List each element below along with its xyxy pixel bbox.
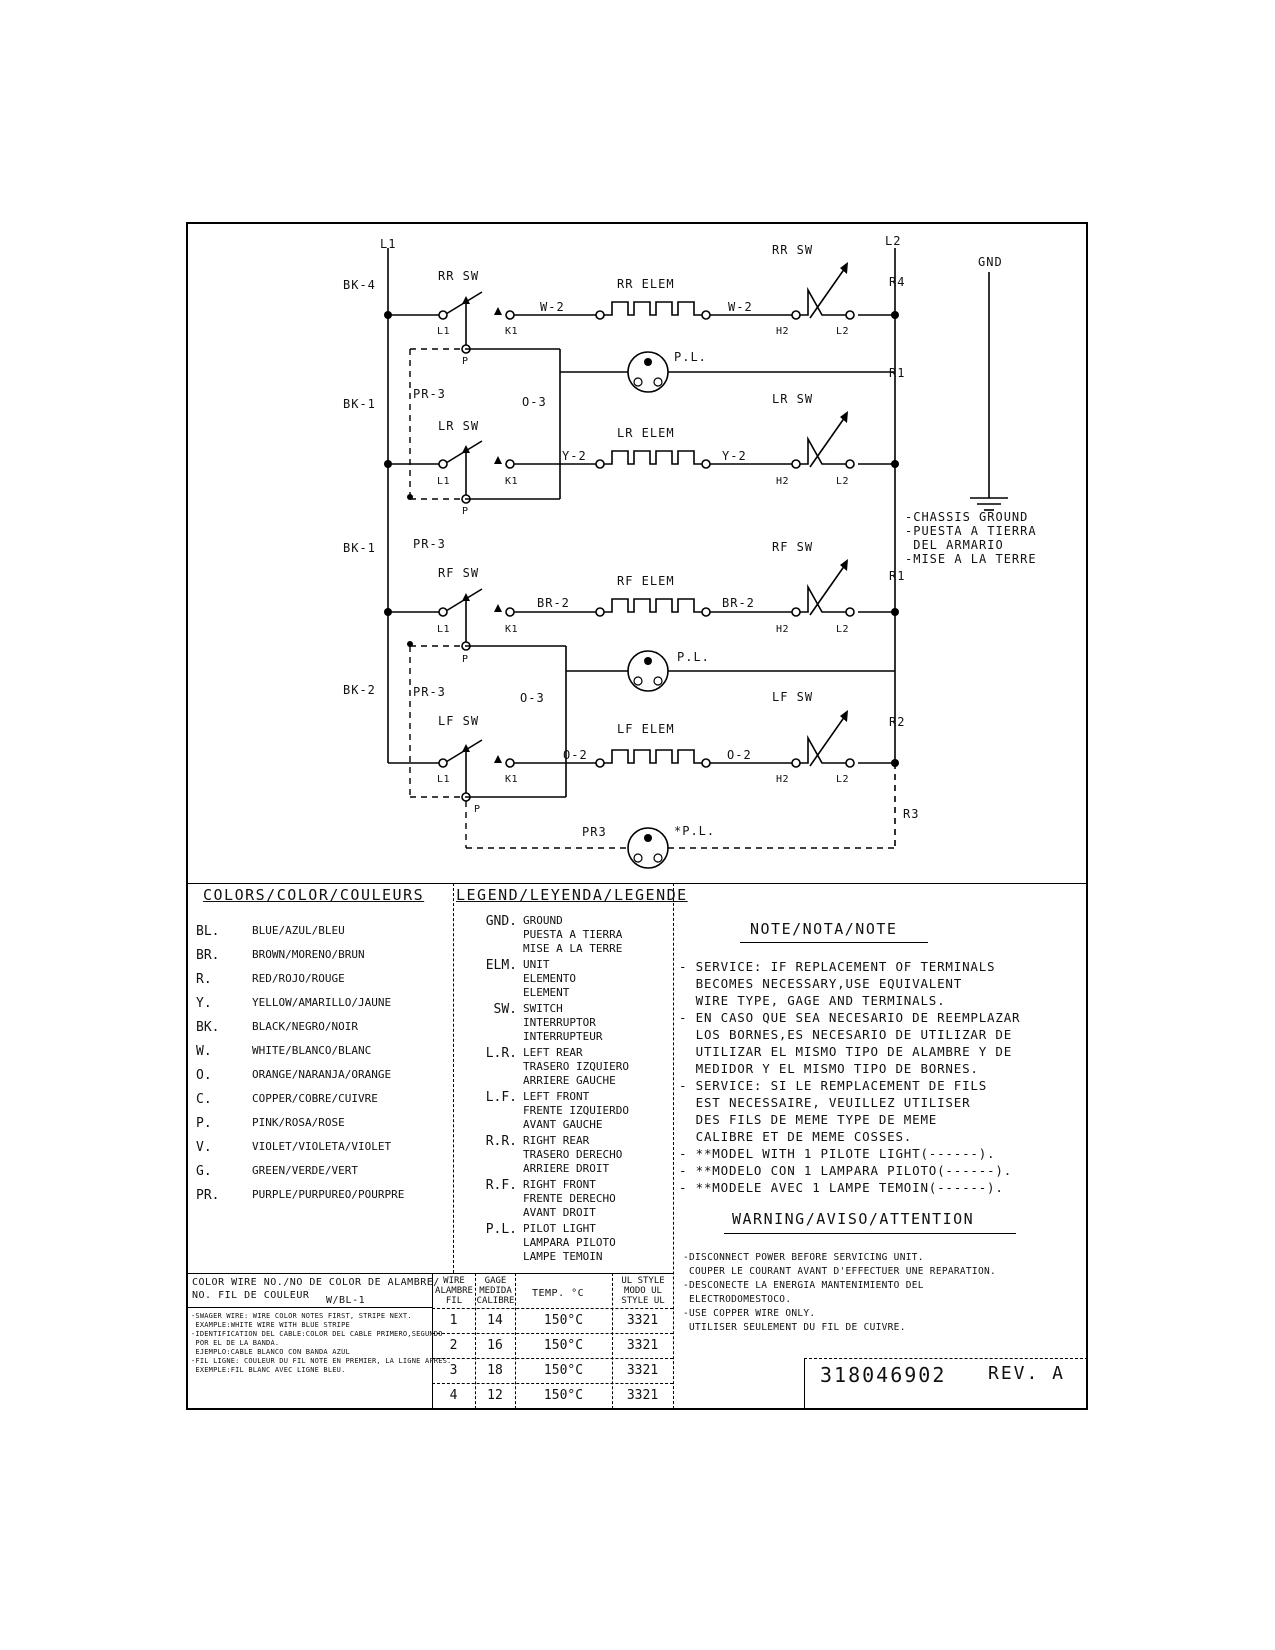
term-l1: L1 [437, 774, 451, 785]
wire-table-header-temp: TEMP. °C [532, 1288, 585, 1299]
legend-item: P.L. PILOT LIGHT LAMPARA PILOTO LAMPE TEMOIN [485, 1222, 616, 1263]
note-heading: NOTE/NOTA/NOTE [750, 920, 898, 938]
color-row: R. RED/ROJO/ROUGE [196, 972, 345, 987]
wire-pr3c: PR-3 [413, 685, 446, 699]
color-row: P. PINK/ROSA/ROSE [196, 1116, 345, 1131]
wire-bk1b: BK-1 [343, 541, 376, 555]
legend-heading: LEGEND/LEYENDA/LEGENDE [456, 886, 688, 904]
color-row: V. VIOLET/VIOLETA/VIOLET [196, 1140, 392, 1155]
rung-rr-wire-right: W-2 [728, 300, 753, 314]
wire-table-header-ul: UL STYLE MODO UL STYLE UL [621, 1276, 665, 1306]
part-number: 318046902 [820, 1363, 947, 1387]
table-row: 1 14 150°C 3321 [449, 1313, 659, 1328]
term-p: P [474, 804, 481, 815]
legend-item: R.R. RIGHT REAR TRASERO DERECHO ARRIERE DROIT [485, 1134, 623, 1175]
term-l2: L2 [836, 476, 850, 487]
wire-o3a: O-3 [522, 395, 547, 409]
resistor-r3: R3 [903, 807, 920, 821]
color-row: C. COPPER/COBRE/CUIVRE [196, 1092, 378, 1107]
pilot-light-3-label: *P.L. [674, 824, 716, 838]
table-row: 4 12 150°C 3321 [449, 1388, 659, 1403]
term-l1: L1 [437, 476, 451, 487]
l1-label: L1 [380, 237, 397, 251]
rung-rr-wire-left: W-2 [540, 300, 565, 314]
term-l1: L1 [437, 326, 451, 337]
section-divider [186, 883, 1088, 884]
wire-bk1a: BK-1 [343, 397, 376, 411]
wire-table-header-gage: GAGE MEDIDA CALIBRE [476, 1276, 515, 1306]
term-p: P [462, 654, 469, 665]
wire-table-notes: -SWAGER WIRE: WIRE COLOR NOTES FIRST, STRIPE NEXT. EXAMPLE:WHITE WIRE WITH BLUE STRIPE -IDENTIFICATION DEL CABLE:COLOR DEL CABLE PRIMERO,SEGUNDO POR EL DE LA BANDA. EJEMPLO:CABLE BLANCO CON BANDA AZUL -FIL LIGNE: COULEUR DU FIL NOTE EN PREMIER, LA LIGNE APRES. EXEMPLE:FIL BLANC AVEC LIGNE BLEU. [191, 1312, 452, 1374]
term-l2: L2 [836, 326, 850, 337]
wire-table-rows [432, 1308, 673, 1408]
wire-pr3a: PR-3 [413, 387, 446, 401]
part-box-left [804, 1358, 805, 1410]
term-p: P [462, 506, 469, 517]
term-k1: K1 [505, 476, 519, 487]
wire-table-top [186, 1273, 673, 1274]
legend-item: L.F. LEFT FRONT FRENTE IZQUIERDO AVANT GAUCHE [485, 1090, 629, 1131]
rung-lr-element-label: LR ELEM [617, 426, 675, 440]
color-row: O. ORANGE/NARANJA/ORANGE [196, 1068, 392, 1083]
rung-lr-wire-right: Y-2 [722, 449, 747, 463]
wire-table-title-2: NO. FIL DE COULEUR [192, 1290, 310, 1301]
rung-rr-switch-label: RR SW [438, 269, 480, 283]
table-row: 2 16 150°C 3321 [449, 1338, 659, 1353]
color-row: G. GREEN/VERDE/VERT [196, 1164, 358, 1179]
color-row: PR. PURPLE/PURPUREO/POURPRE [196, 1188, 405, 1203]
color-row: W. WHITE/BLANCO/BLANC [196, 1044, 372, 1059]
term-h2: H2 [776, 774, 790, 785]
rung-rr-element-label: RR ELEM [617, 277, 675, 291]
wire-pr3d: PR3 [582, 825, 607, 839]
wire-table-header-wire: WIRE ALAMBRE FIL [435, 1276, 473, 1306]
rung-lr-switch-label: LR SW [438, 419, 480, 433]
rung-lf-wire-right: O-2 [727, 748, 752, 762]
note-heading-underline [740, 942, 928, 943]
wire-table-example: W/BL-1 [326, 1295, 366, 1306]
color-row: BK. BLACK/NEGRO/NOIR [196, 1020, 358, 1035]
term-k1: K1 [505, 624, 519, 635]
rung-lr-wire-left: Y-2 [562, 449, 587, 463]
wire-table-title-1: COLOR WIRE NO./NO DE COLOR DE ALAMBRE/ [192, 1277, 440, 1288]
legend-item: GND. GROUND PUESTA A TIERRA MISE A LA TERRE [485, 914, 623, 955]
wire-bk2: BK-2 [343, 683, 376, 697]
wire-table-rule [186, 1307, 432, 1308]
rung-rf-right-switch-label: RF SW [772, 540, 814, 554]
table-row: 3 18 150°C 3321 [449, 1363, 659, 1378]
legend-item: ELM. UNIT ELEMENTO ELEMENT [485, 958, 576, 999]
wire-bk4: BK-4 [343, 278, 376, 292]
pilot-light-2-label: P.L. [677, 650, 710, 664]
warning-text: -DISCONNECT POWER BEFORE SERVICING UNIT. COUPER LE COURANT AVANT D'EFFECTUER UNE REPARATION. -DESCONECTE LA ENERGIA MANTENIMIENTO DEL ELECTRODOMESTOCO. -USE COPPER WIRE ONLY. UTILISER SEULEMENT DU FIL DE CUIVRE. [683, 1252, 997, 1333]
rung-lf-element-label: LF ELEM [617, 722, 675, 736]
part-box-top [804, 1358, 1088, 1359]
term-p: P [462, 356, 469, 367]
rung-rf-resistor: R1 [889, 569, 906, 583]
rung-rf-wire-right: BR-2 [722, 596, 755, 610]
rung-rr-right-switch-label: RR SW [772, 243, 814, 257]
term-l2: L2 [836, 624, 850, 635]
rung-lf-switch-label: LF SW [438, 714, 480, 728]
term-l1: L1 [437, 624, 451, 635]
term-h2: H2 [776, 624, 790, 635]
l2-label: L2 [885, 234, 902, 248]
note-text: - SERVICE: IF REPLACEMENT OF TERMINALS BECOMES NECESSARY,USE EQUIVALENT WIRE TYPE, GAGE AND TERMINALS. - EN CASO QUE SEA NECESARIO DE REEMPLAZAR LOS BORNES,ES NECESARIO DE UTILIZAR DE UTILIZAR EL MISMO TIPO DE ALAMBRE Y DE MEDIDOR Y EL MISMO TIPO DE BORNES. - SERVICE: SI LE REMPLACEMENT DE FILS EST NECESSAIRE, VEUILLEZ UTILISER DES FILS DE MEME TYPE DE MEME CALIBRE ET DE MEME COSSES. - **MODEL WITH 1 PILOTE LIGHT(------). - **MODELO CON 1 LAMPARA PILOTO(------). - **MODELE AVEC 1 LAMPE TEMOIN(------). [679, 959, 1021, 1195]
rung-lf-right-switch-label: LF SW [772, 690, 814, 704]
color-row: BR. BROWN/MORENO/BRUN [196, 948, 365, 963]
term-k1: K1 [505, 326, 519, 337]
wire-pr3b: PR-3 [413, 537, 446, 551]
colors-heading: COLORS/COLOR/COULEURS [203, 886, 425, 904]
rung-rf-switch-label: RF SW [438, 566, 480, 580]
legend-item: R.F. RIGHT FRONT FRENTE DERECHO AVANT DROIT [485, 1178, 616, 1219]
pilot-light-1-label: P.L. [674, 350, 707, 364]
rung-lf-resistor: R2 [889, 715, 906, 729]
term-h2: H2 [776, 476, 790, 487]
legend-list [462, 914, 668, 1266]
rung-rf-wire-left: BR-2 [537, 596, 570, 610]
term-k1: K1 [505, 774, 519, 785]
ground-note: -CHASSIS GROUND -PUESTA A TIERRA DEL ARMARIO -MISE A LA TERRE [905, 510, 1037, 566]
revision: REV. A [988, 1363, 1066, 1384]
rung-rr-resistor: R4 [889, 275, 906, 289]
rung-lf-wire-left: O-2 [563, 748, 588, 762]
wire-o3b: O-3 [520, 691, 545, 705]
rung-lr-resistor: R1 [889, 366, 906, 380]
gnd-label: GND [978, 255, 1003, 269]
color-row: BL. BLUE/AZUL/BLEU [196, 924, 345, 939]
color-row: Y. YELLOW/AMARILLO/JAUNE [196, 996, 392, 1011]
legend-left-border [453, 883, 454, 1273]
warning-heading: WARNING/AVISO/ATTENTION [732, 1210, 975, 1228]
legend-right-border [673, 883, 674, 1409]
rung-rf-element-label: RF ELEM [617, 574, 675, 588]
legend-item: L.R. LEFT REAR TRASERO IZQUIERO ARRIERE GAUCHE [485, 1046, 629, 1087]
colors-list [196, 924, 452, 1212]
warning-heading-underline [724, 1233, 1016, 1234]
rung-lr-right-switch-label: LR SW [772, 392, 814, 406]
legend-item: SW. SWITCH INTERRUPTOR INTERRUPTEUR [493, 1002, 603, 1043]
term-l2: L2 [836, 774, 850, 785]
term-h2: H2 [776, 326, 790, 337]
